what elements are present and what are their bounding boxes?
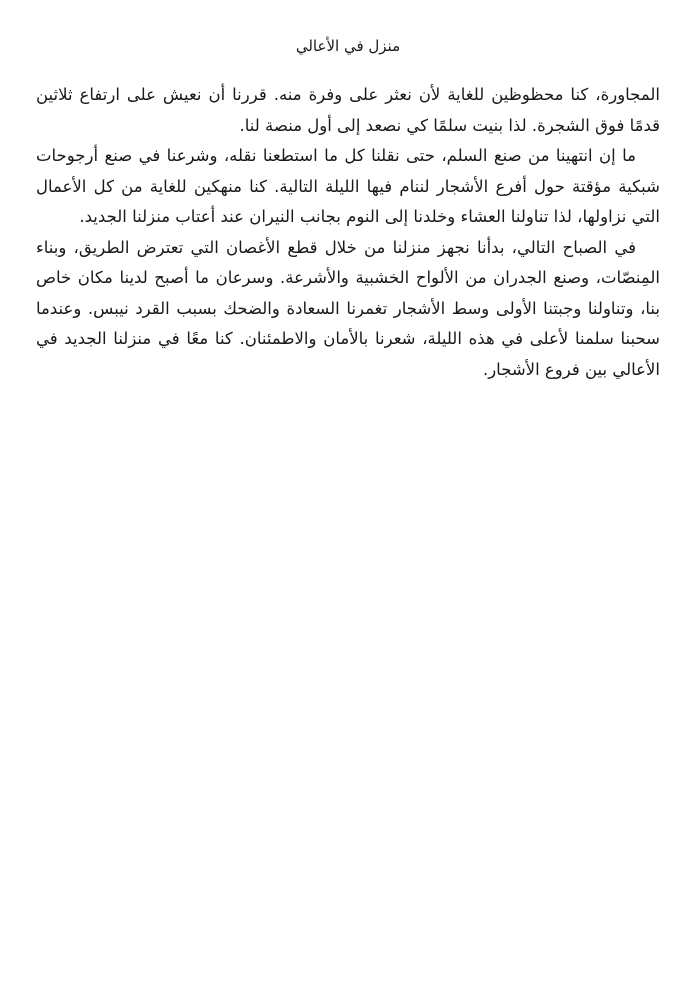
running-header: منزل في الأعالي xyxy=(295,37,401,55)
body-text xyxy=(36,80,660,385)
paragraph: ما إن انتهينا من صنع السلم، حتى نقلنا كل ما استطعنا نقله، وشرعنا في صنع أرجوحات شبكية مؤقتة حول أفرع الأشجار لننام فيها الليلة التالية. كنا منهكين للغاية من كل الأعمال التي نزاولها، لذا تناولنا العشاء وخلدنا إلى النوم بجانب النيران عند أعتاب منزلنا الجديد. xyxy=(36,146,660,226)
paragraph-continuation: المجاورة، كنا محظوظين للغاية لأن نعثر على وفرة منه. قررنا أن نعيش على ارتفاع ثلاثين قدمًا فوق الشجرة. لذا بنيت سلمًا كي نصعد إلى أول منصة لنا. xyxy=(36,85,660,135)
paragraph: في الصباح التالي، بدأنا نجهز منزلنا من خلال قطع الأغصان التي تعترض الطريق، وبناء المِنصّات، وصنع الجدران من الألواح الخشبية والأشرعة. وسرعان ما أصبح لدينا مكان خاص بنا، وتناولنا وجبتنا الأولى وسط الأشجار تغمرنا السعادة والضحك بسبب القرد نيبس. وعندما سحبنا سلمنا لأعلى في هذه الليلة، شعرنا بالأمان والاطمئنان. كنا معًا في منزلنا الجديد في الأعالي بين فروع الأشجار. xyxy=(36,237,660,379)
